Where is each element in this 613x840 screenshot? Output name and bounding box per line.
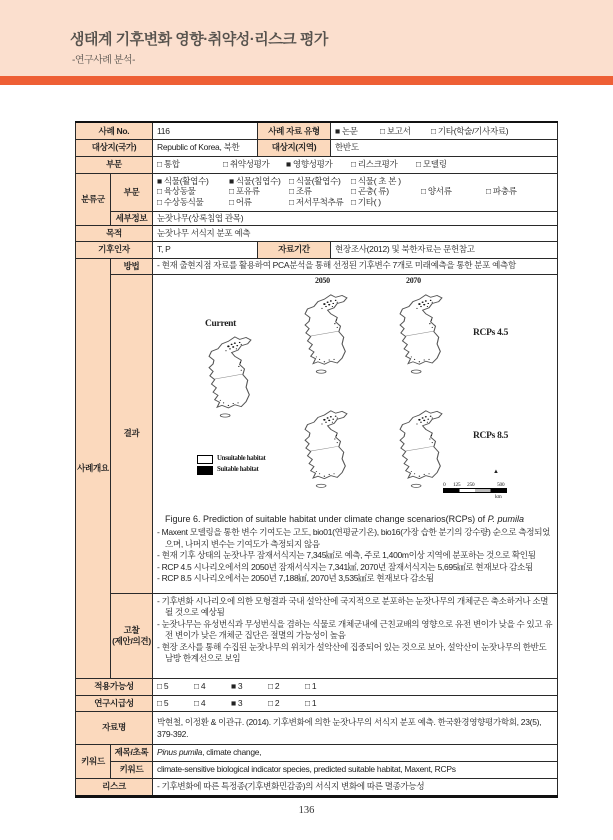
title-abstract-species: Pinus pumila [157,747,203,758]
case-no-label: 사례 No. [76,122,153,139]
taxon-option-checkbox: □ 조류 [289,186,312,196]
scale-tick: 0 [443,481,446,488]
figure-rcp45-label: RCPs 4.5 [473,327,509,338]
climate-factor-value: T, P [153,241,258,258]
applicability-options [153,678,558,695]
discussion-label [111,593,153,678]
urgency-option-checkbox: □ 4 [194,697,206,708]
title-abstract-rest: , climate change, [202,747,262,758]
taxon-options [153,173,558,211]
case-no-value: 116 [153,122,258,139]
scale-tick: 250 [467,481,475,488]
keywords-group-label: 키워드 [76,744,111,778]
keyword-label: 키워드 [111,761,153,778]
figure-caption-text: Figure 6. Prediction of suitable habitat under climate change scenarios(RCPs) of [165,513,488,524]
risk-value: - 기후변화에 따른 특정종(기후변화민감종)의 서식지 변화에 따른 멸종가능성 [153,778,558,796]
korea-map-2070-rcp85 [384,409,461,493]
purpose-value: 눈잣나무 서식지 분포 예측 [153,225,558,241]
results-bullet: - RCP 8.5 시나리오에서는 2050년 7,188㎢, 2070년 3,535㎢로 현재보다 감소됨 [157,573,434,584]
data-period-value: 현장조사(2012) 및 북한자료는 문헌참고 [331,241,558,258]
taxon-option-checkbox: □ 포유류 [229,186,260,196]
applicability-option-checkbox: ■ 3 [231,681,243,692]
purpose-label: 목적 [76,225,153,241]
taxon-option-checkbox: □ 양서류 [421,186,452,196]
method-value [153,258,558,274]
scale-tick: 125 [453,481,461,488]
sector-option-checkbox: □ 통합 [157,159,180,170]
taxon-option-checkbox: □ 기타( ) [351,196,381,207]
discussion-bullet: - 현장 조사를 통해 수집된 눈잣나무의 위치가 설악산에 집중되어 있는 것으로 보아, 설악산이 눈잣나무의 한반도 남방 한계선으로 보임 [157,641,547,664]
results-bullets [157,527,553,585]
risk-label: 리스크 [76,778,153,796]
korea-map-2050-rcp85 [289,409,363,493]
discussion-bullets [157,596,555,666]
taxon-option-checkbox: □ 육상동물 [157,186,196,196]
doc-type-options [331,122,558,139]
doc-type-option-checkbox: □ 보고서 [380,125,411,136]
legend-suitable-label: Suitable habitat [217,465,259,473]
figure-habitat-maps [153,275,557,511]
page-subtitle: -연구사례 분석- [72,55,135,66]
figure-caption-species: P. pumila [487,513,525,524]
method-bullet: - 현재 출현지점 자료를 활용하여 PCA분석을 통해 선정된 기후변수 7개로 미래예측을 통한 분포 예측함 [157,260,516,271]
legend-suitable-swatch [197,466,213,475]
reference-label: 자료명 [76,711,153,744]
country-value: Republic of Korea, 북한 [153,139,258,156]
results-label: 결과 [111,274,153,593]
keyword-value: climate-sensitive biological indicator species, predicted suitable habitat, Maxent, RCPs [153,761,558,778]
urgency-options [153,695,558,711]
korea-map-2050-rcp45 [289,293,363,379]
country-label: 대상지(국가) [76,139,153,156]
doc-type-label: 사례 자료 유형 [258,122,331,139]
doc-type-option-checkbox: ■ 논문 [335,125,358,136]
case-summary-table [75,121,558,798]
sector-option-checkbox: □ 모델링 [416,159,447,170]
taxon-option-checkbox: □ 식물( 초 본 ) [351,175,401,186]
results-bullet: - Maxent 모델링을 통한 변수 기여도는 고도, bio01(연평균기온), bio16(가장 습한 분기의 강수량) 순으로 측정되었으며, 나머지 변수는 기여도가 측정되지 않음 [157,527,551,549]
sector-label: 부문 [76,156,153,173]
taxon-option-checkbox: ■ 식물(침엽수) [229,175,281,186]
accent-bar [0,76,613,85]
results-cell [153,274,558,593]
results-bullet: - 현재 기후 상태의 눈잣나무 잠재서식지는 7,345㎢로 예측, 주로 1,400m이상 지역에 분포하는 것으로 확인됨 [157,550,536,561]
title-abstract-value [153,744,558,761]
discussion-bullet: - 기후변화 시나리오에 의한 모형결과 국내 설악산에 국지적으로 분포하는 눈잣나무의 개체군은 축소하거나 소멸될 것으로 예상됨 [157,595,549,618]
figure-current-label: Current [205,318,236,329]
applicability-option-checkbox: □ 1 [305,681,317,692]
applicability-option-checkbox: □ 5 [157,681,169,692]
taxon-section-label: 부문 [111,173,153,211]
discussion-bullet: - 눈잣나무는 유성번식과 무성번식을 겸하는 식물로 개체군내에 근친교배의 영향으로 유전 변이가 낮을 수 있고 유전 변이가 낮은 개체군 집단은 절멸의 가능성이 높음 [157,618,553,641]
results-bullet: - RCP 4.5 시나리오에서의 2050년 잠재서식지는 7,341㎢, 2070년 잠재서식지는 5,695㎢로 현재보다 감소됨 [157,561,533,572]
scale-unit: km [495,493,502,500]
korea-map-current [193,335,267,423]
taxon-option-checkbox: □ 파충류 [486,186,517,196]
data-period-label: 자료기간 [258,241,331,258]
page-number: 136 [298,805,315,816]
region-value: 한반도 [331,139,558,156]
figure-caption [165,514,555,525]
figure-legend [197,454,265,476]
applicability-option-checkbox: □ 2 [268,681,280,692]
korea-map-2070-rcp45 [384,293,458,379]
applicability-label: 적용가능성 [76,678,153,695]
discussion-cell [153,593,558,678]
sector-option-checkbox: □ 리스크평가 [351,159,398,170]
scale-tick: 500 [497,481,505,488]
discussion-sublabel-text: (제안/의견) [112,635,151,646]
taxon-option-checkbox: □ 저서무척추류 [289,196,344,207]
applicability-option-checkbox: □ 4 [194,681,206,692]
taxon-option-checkbox: □ 어류 [229,196,252,207]
urgency-option-checkbox: □ 5 [157,697,169,708]
legend-unsuitable-label: Unsuitable habitat [217,454,266,462]
sector-option-checkbox: □ 취약성평가 [223,159,270,170]
page-title: 생태계 기후변화 영향·취약성·리스크 평가 [70,31,328,48]
urgency-label: 연구시급성 [76,695,153,711]
figure-rcp85-label: RCPs 8.5 [473,430,509,441]
sector-options [153,156,558,173]
taxon-option-checkbox: □ 수상동식물 [157,196,204,207]
doc-type-option-checkbox: □ 기타(학술/기사자료) [431,125,509,136]
taxon-option-checkbox: ■ 식물(활엽수) [157,175,209,186]
taxon-group-label: 분류군 [76,173,111,225]
overview-group-label: 사례개요 [76,258,111,678]
urgency-option-checkbox: ■ 3 [231,697,243,708]
climate-factor-label: 기후인자 [76,241,153,258]
taxon-detail-value: 눈잣나무(상록침엽 관목) [153,211,558,225]
taxon-detail-label: 세부정보 [111,211,153,225]
north-arrow-icon: ▲ [493,468,499,475]
reference-value: 박현철, 이정환 & 이관규. (2014). 기후변화에 의한 눈잣나무의 서식지 분포 예측. 한국환경영향평가학회, 23(5), 379-392. [153,711,558,744]
legend-unsuitable-swatch [197,455,213,464]
urgency-option-checkbox: □ 1 [305,697,317,708]
figure-col-2070-label: 2070 [406,275,421,285]
taxon-option-checkbox: □ 식물(활엽수) [289,175,341,186]
figure-col-2050-label: 2050 [315,275,330,285]
sector-option-checkbox: ■ 영향성평가 [286,159,333,170]
urgency-option-checkbox: □ 2 [268,697,280,708]
title-abstract-label: 제목/초록 [111,744,153,761]
taxon-option-checkbox: □ 곤충( 류) [351,186,389,196]
discussion-label-text: 고찰 [123,625,140,635]
page-header [0,0,613,76]
region-label: 대상지(지역) [258,139,331,156]
method-label: 방법 [111,258,153,274]
